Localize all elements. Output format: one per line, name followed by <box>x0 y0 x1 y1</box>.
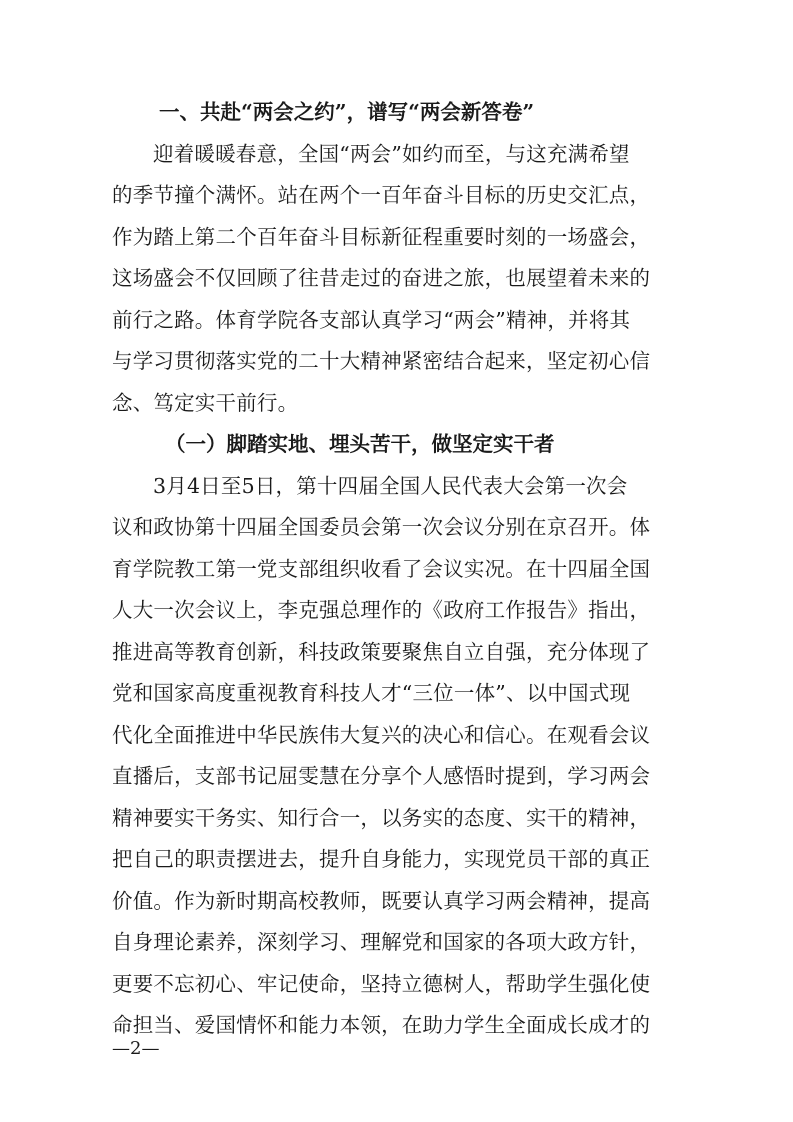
paragraph-line: 议和政协第十四届全国委员会第一次会议分别在京召开。体 <box>112 515 651 539</box>
paragraph-line: 精神要实干务实、知行合一，以务实的态度、实干的精神， <box>112 805 651 830</box>
paragraph-line: 作为踏上第二个百年奋斗目标新征程重要时刻的一场盛会， <box>112 224 651 249</box>
subsection-heading: （一）脚踏实地、埋头苦干，做坚定实干者 <box>165 432 555 456</box>
paragraph-line: 推进高等教育创新，科技政策要聚焦自立自强，充分体现了 <box>112 639 651 664</box>
page-number: —2— <box>112 1038 160 1059</box>
paragraph-line: 把自己的职责摆进去，提升自身能力，实现党员干部的真正 <box>112 847 651 871</box>
section-heading: 一、共赴“两会之约”，谱写“两会新答卷” <box>159 100 535 124</box>
paragraph-line: 3月4日至5日，第十四届全国人民代表大会第一次会 <box>153 473 628 498</box>
paragraph-line: 价值。作为新时期高校教师，既要认真学习两会精神，提高 <box>112 888 651 913</box>
paragraph-line: 这场盛会不仅回顾了往昔走过的奋进之旅，也展望着未来的 <box>112 266 651 290</box>
paragraph-line: 前行之路。体育学院各支部认真学习“两会”精神，并将其 <box>112 307 631 332</box>
paragraph-line: 育学院教工第一党支部组织收看了会议实况。在十四届全国 <box>112 556 651 581</box>
paragraph-line: 人大一次会议上，李克强总理作的《政府工作报告》指出， <box>112 598 651 622</box>
paragraph-line: 直播后，支部书记屈雯慧在分享个人感悟时提到，学习两会 <box>112 764 651 788</box>
paragraph-line: 的季节撞个满怀。站在两个一百年奋斗目标的历史交汇点， <box>112 183 651 207</box>
paragraph-line: 党和国家高度重视教育科技人才“三位一体”、以中国式现 <box>112 681 631 705</box>
paragraph-line: 自身理论素养，深刻学习、理解党和国家的各项大政方针， <box>112 930 651 954</box>
paragraph-line: 迎着暖暖春意，全国“两会”如约而至，与这充满希望 <box>153 141 630 166</box>
paragraph-meeting <box>112 466 692 1047</box>
paragraph-line: 与学习贯彻落实党的二十大精神紧密结合起来，坚定初心信 <box>112 349 651 373</box>
paragraph-intro <box>112 134 692 425</box>
paragraph-line: 念、笃定实干前行。 <box>112 390 299 415</box>
document-body <box>112 92 692 1047</box>
paragraph-line: 命担当、爱国情怀和能力本领，在助力学生全面成长成才的 <box>112 1013 651 1037</box>
paragraph-line: 代化全面推进中华民族伟大复兴的决心和信心。在观看会议 <box>112 722 651 747</box>
paragraph-line: 更要不忘初心、牢记使命，坚持立德树人，帮助学生强化使 <box>112 971 651 996</box>
